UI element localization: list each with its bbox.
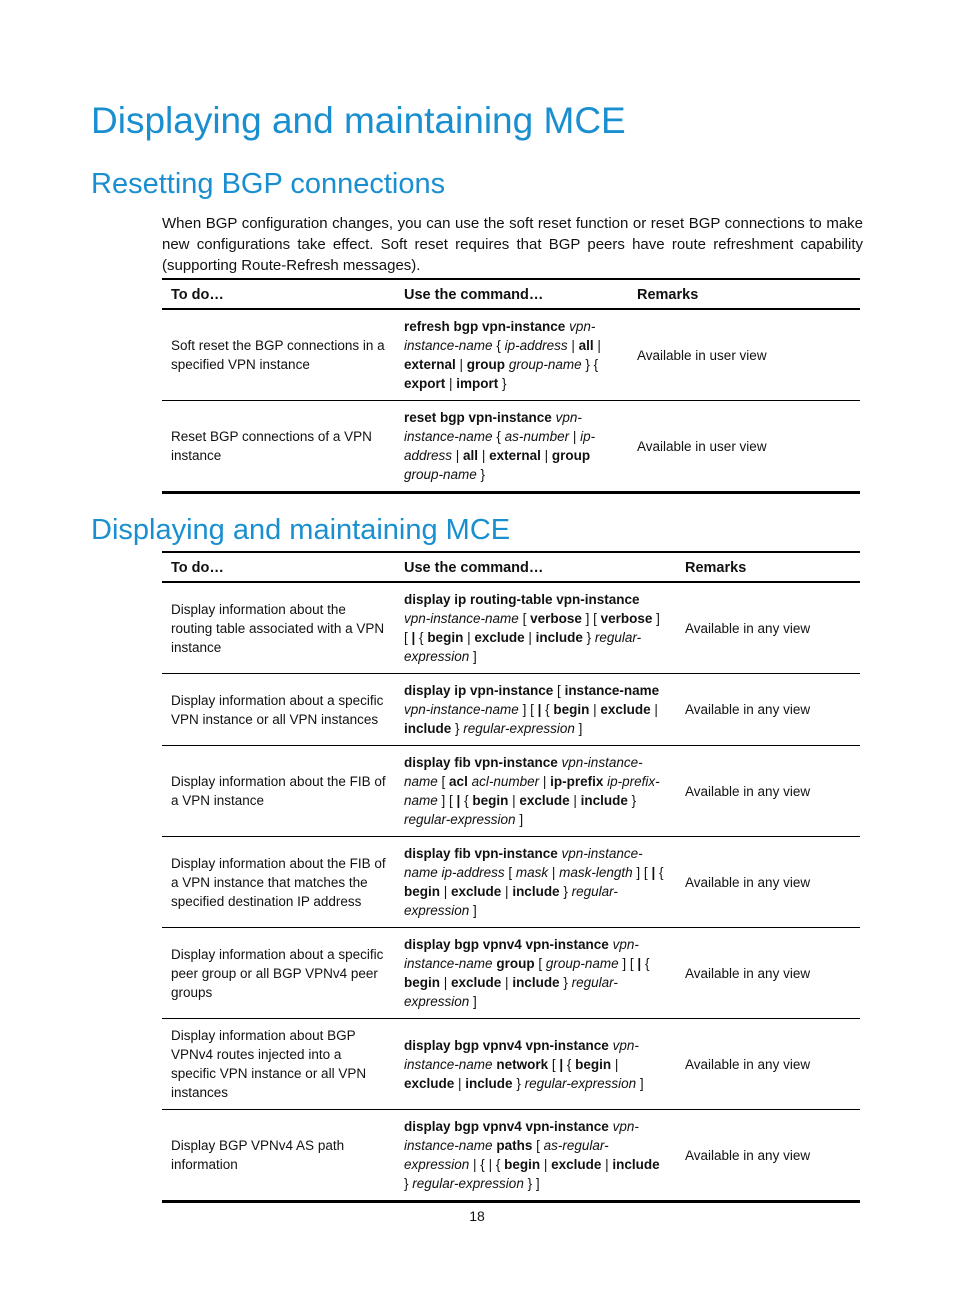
table-row <box>162 837 860 928</box>
command-cell <box>395 1110 676 1202</box>
command-cell <box>395 837 676 928</box>
section-heading-reset-bgp: Resetting BGP connections <box>91 168 446 200</box>
header-todo: To do… <box>162 552 395 582</box>
command-keyword: | <box>637 956 642 971</box>
command-argument: vpn-instance-name <box>404 937 639 971</box>
remarks-cell: Available in any view <box>676 928 860 1019</box>
command-keyword: include <box>580 793 628 808</box>
header-remarks: Remarks <box>628 279 860 309</box>
command-syntax: | <box>508 793 520 808</box>
command-keyword: begin <box>427 630 464 645</box>
command-syntax: { <box>541 702 554 717</box>
command-keyword: instance-name <box>564 683 660 698</box>
command-syntax: | <box>455 357 467 372</box>
command-keyword: all <box>463 448 479 463</box>
command-syntax: ] [ <box>581 611 601 626</box>
todo-cell: Display information about the routing table associated with a VPN instance <box>162 582 395 674</box>
command-argument: regular-expression <box>404 812 516 827</box>
command-keyword: exclude <box>451 884 502 899</box>
command-syntax: | <box>452 448 464 463</box>
todo-cell: Display BGP VPNv4 AS path information <box>162 1110 395 1202</box>
command-argument: vpn-instance-name <box>404 755 643 789</box>
command-syntax: | <box>569 793 581 808</box>
command-cell <box>395 582 676 674</box>
command-syntax: | <box>569 429 581 444</box>
command-syntax: } <box>476 467 486 482</box>
page-title: Displaying and maintaining MCE <box>91 100 626 141</box>
todo-cell: Display information about a specific VPN instance or all VPN instances <box>162 674 395 746</box>
command-keyword: | <box>411 630 416 645</box>
command-keyword: export <box>404 376 446 391</box>
command-argument: as-number <box>504 429 570 444</box>
command-syntax: } <box>404 1176 413 1191</box>
command-keyword: display bgp vpnv4 vpn-instance <box>404 1119 609 1134</box>
todo-cell: Display information about a specific peer group or all BGP VPNv4 peer groups <box>162 928 395 1019</box>
command-keyword: begin <box>553 702 590 717</box>
todo-cell: Display information about the FIB of a VPN instance that matches the specified destination IP address <box>162 837 395 928</box>
table-row <box>162 928 860 1019</box>
command-keyword: group <box>496 956 535 971</box>
command-keyword: exclude <box>474 630 525 645</box>
command-keyword: verbose <box>530 611 582 626</box>
command-syntax: [ <box>518 611 531 626</box>
command-cell <box>395 309 628 401</box>
command-argument: regular-expression <box>404 630 642 664</box>
command-syntax: | <box>650 702 658 717</box>
command-keyword: display ip routing-table vpn-instance <box>404 592 640 607</box>
command-keyword: paths <box>496 1138 533 1153</box>
header-command: Use the command… <box>395 279 628 309</box>
command-syntax: { <box>655 865 664 880</box>
command-syntax: | <box>601 1157 613 1172</box>
command-syntax: ] <box>574 721 583 736</box>
command-syntax: { <box>460 793 473 808</box>
command-syntax: } <box>627 793 637 808</box>
command-syntax: } <box>559 884 572 899</box>
command-argument: vpn-instance-name <box>404 1037 639 1072</box>
command-keyword: | <box>559 1056 564 1072</box>
command-argument: vpn-instance-name <box>404 1119 639 1153</box>
command-argument: vpn-instance-name <box>404 410 582 444</box>
command-keyword: include <box>465 1075 513 1091</box>
command-syntax: | <box>445 376 457 391</box>
command-keyword: network <box>496 1056 549 1072</box>
command-argument: group-name <box>404 467 477 482</box>
table-row <box>162 746 860 837</box>
intro-paragraph: When BGP configuration changes, you can use the soft reset function or reset BGP connections to make new configurations take effect. Soft reset requires that BGP peers have route refreshment capability (supporting Route-Refresh messages). <box>162 215 863 274</box>
command-cell <box>395 746 676 837</box>
command-syntax: { <box>492 338 505 353</box>
command-syntax: | <box>589 702 601 717</box>
command-keyword: refresh bgp vpn-instance <box>404 319 566 334</box>
command-keyword: reset bgp vpn-instance <box>404 410 552 425</box>
display-mce-command-table <box>162 551 860 1203</box>
command-argument: vpn-instance-name <box>404 319 596 353</box>
command-argument: ip-address <box>441 865 505 880</box>
todo-cell: Display information about BGP VPNv4 routes injected into a specific VPN instance or all VPN instances <box>162 1019 395 1110</box>
command-keyword: exclude <box>451 975 502 990</box>
command-syntax: [ <box>437 774 450 789</box>
command-syntax: ] <box>469 649 477 664</box>
page-number: 18 <box>469 1208 485 1224</box>
command-keyword: group <box>551 448 591 463</box>
command-syntax: } <box>451 721 464 736</box>
command-syntax: } ] <box>523 1176 540 1191</box>
command-argument: ip-prefix-name <box>404 774 660 808</box>
command-syntax: ] [ <box>518 702 538 717</box>
command-keyword: begin <box>472 793 509 808</box>
command-keyword: verbose <box>600 611 653 626</box>
table-row <box>162 401 860 493</box>
command-syntax: | <box>540 448 552 463</box>
command-argument: ip-address <box>404 429 596 463</box>
command-keyword: | <box>537 702 542 717</box>
command-syntax: [ <box>548 1056 560 1072</box>
command-syntax: | <box>524 630 536 645</box>
command-syntax: | <box>539 774 551 789</box>
command-syntax: { <box>641 956 650 971</box>
command-argument: vpn-instance-name <box>404 846 643 880</box>
command-keyword: include <box>404 721 452 736</box>
command-keyword: import <box>456 376 499 391</box>
command-keyword: exclude <box>404 1075 455 1091</box>
command-keyword: begin <box>504 1157 541 1172</box>
header-command: Use the command… <box>395 552 676 582</box>
command-syntax: { <box>415 630 428 645</box>
command-syntax: | <box>501 975 513 990</box>
command-syntax: | <box>501 884 513 899</box>
command-syntax: | <box>567 338 579 353</box>
command-syntax: ] [ <box>404 611 660 645</box>
command-keyword: | <box>456 793 461 808</box>
command-keyword: begin <box>404 884 440 899</box>
command-syntax: } <box>498 376 507 391</box>
command-keyword: acl <box>449 774 468 789</box>
command-keyword: include <box>612 1157 660 1172</box>
command-cell <box>395 401 628 493</box>
section-heading-display-mce: Displaying and maintaining MCE <box>91 514 511 546</box>
command-argument: as-regular-expression <box>404 1138 609 1172</box>
command-argument: vpn-instance-name <box>404 702 519 717</box>
command-cell <box>395 674 676 746</box>
command-syntax: | <box>548 865 560 880</box>
table-row <box>162 309 860 401</box>
command-keyword: display fib vpn-instance <box>404 755 558 770</box>
command-syntax: | <box>440 975 452 990</box>
command-keyword: display ip vpn-instance <box>404 683 554 698</box>
command-keyword: include <box>535 630 583 645</box>
command-argument: mask <box>515 865 549 880</box>
command-syntax: } <box>559 975 572 990</box>
remarks-cell: Available in any view <box>676 746 860 837</box>
remarks-cell: Available in any view <box>676 674 860 746</box>
command-argument: regular-expression <box>404 884 618 918</box>
todo-cell: Soft reset the BGP connections in a specified VPN instance <box>162 309 395 401</box>
remarks-cell: Available in any view <box>676 1019 860 1110</box>
command-syntax: [ <box>534 956 546 971</box>
command-keyword: | <box>651 865 656 880</box>
command-keyword: display fib vpn-instance <box>404 846 558 861</box>
table-row <box>162 1019 860 1110</box>
command-keyword: display bgp vpnv4 vpn-instance <box>404 1037 609 1053</box>
command-keyword: begin <box>404 975 440 990</box>
command-syntax: | <box>478 448 490 463</box>
command-keyword: external <box>489 448 541 463</box>
command-argument: regular-expression <box>404 975 618 1009</box>
command-argument: acl-number <box>471 774 540 789</box>
command-keyword: group <box>466 357 506 372</box>
command-keyword: include <box>512 884 560 899</box>
command-keyword: exclude <box>600 702 651 717</box>
command-cell <box>395 928 676 1019</box>
todo-cell: Reset BGP connections of a VPN instance <box>162 401 395 493</box>
reset-bgp-command-table <box>162 278 860 494</box>
command-syntax: } { <box>581 357 599 372</box>
command-keyword: exclude <box>519 793 570 808</box>
command-syntax: [ <box>532 1138 544 1153</box>
command-syntax: [ <box>553 683 565 698</box>
command-argument: group-name <box>545 956 619 971</box>
command-syntax: [ <box>504 865 516 880</box>
table-row <box>162 1110 860 1202</box>
table-row <box>162 674 860 746</box>
command-argument: vpn-instance-name <box>404 611 519 626</box>
remarks-cell: Available in any view <box>676 1110 860 1202</box>
command-syntax: | <box>593 338 601 353</box>
header-todo: To do… <box>162 279 395 309</box>
command-syntax: | { | { <box>469 1157 505 1172</box>
command-argument: ip-address <box>504 338 568 353</box>
command-syntax: } <box>582 630 595 645</box>
command-keyword: all <box>578 338 594 353</box>
command-syntax: ] <box>469 903 477 918</box>
command-syntax: { <box>563 1056 576 1072</box>
command-syntax: ] <box>469 994 477 1009</box>
command-argument: regular-expression <box>463 721 575 736</box>
command-keyword: external <box>404 357 456 372</box>
remarks-cell: Available in any view <box>676 837 860 928</box>
command-cell <box>395 1019 676 1110</box>
command-argument: regular-expression <box>412 1176 524 1191</box>
command-syntax: } <box>512 1075 525 1091</box>
command-keyword: exclude <box>551 1157 602 1172</box>
header-remarks: Remarks <box>676 552 860 582</box>
command-keyword: begin <box>575 1056 612 1072</box>
table-header-row <box>162 279 860 309</box>
command-argument: regular-expression <box>524 1075 637 1091</box>
command-syntax: | <box>463 630 475 645</box>
table-header-row <box>162 552 860 582</box>
table-row <box>162 582 860 674</box>
command-syntax: ] [ <box>437 793 457 808</box>
remarks-cell: Available in user view <box>628 309 860 401</box>
command-argument: group-name <box>508 357 582 372</box>
command-keyword: ip-prefix <box>550 774 604 789</box>
command-argument: mask-length <box>559 865 633 880</box>
command-syntax: | <box>611 1056 619 1072</box>
command-syntax: ] <box>636 1075 644 1091</box>
command-syntax: { <box>492 429 505 444</box>
command-keyword: include <box>512 975 560 990</box>
remarks-cell: Available in user view <box>628 401 860 493</box>
command-syntax: ] <box>515 812 524 827</box>
command-syntax: | <box>540 1157 552 1172</box>
command-keyword: display bgp vpnv4 vpn-instance <box>404 937 609 952</box>
command-syntax: | <box>454 1075 466 1091</box>
command-syntax: ] [ <box>632 865 652 880</box>
command-syntax: | <box>440 884 452 899</box>
todo-cell: Display information about the FIB of a VPN instance <box>162 746 395 837</box>
remarks-cell: Available in any view <box>676 582 860 674</box>
command-syntax: ] [ <box>618 956 638 971</box>
